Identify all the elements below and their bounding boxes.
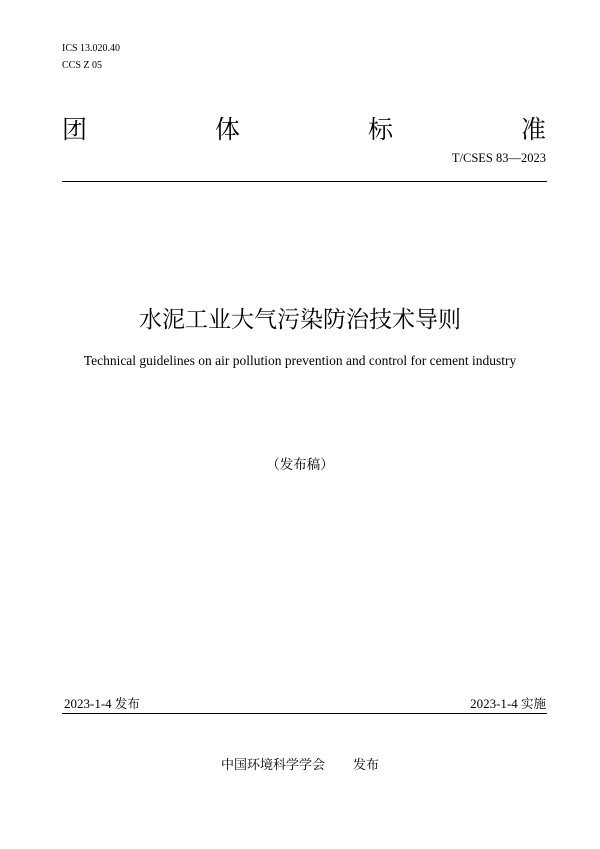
implementation-date-label: 实施	[520, 696, 546, 711]
issue-date-value: 2023-1-4	[64, 696, 112, 711]
top-divider	[62, 181, 547, 182]
issue-date-label: 发布	[114, 696, 140, 711]
ccs-code: CCS Z 05	[62, 60, 103, 71]
document-status: （发布稿）	[266, 457, 334, 473]
document-title-english: Technical guidelines on air pollution prevention and control for cement industry	[83, 353, 517, 368]
standard-type-char-4: 准	[520, 115, 546, 144]
standard-type-char-3: 标	[367, 115, 393, 144]
standard-type-char-2: 体	[214, 115, 240, 144]
standard-type-char-1: 团	[62, 115, 88, 144]
issue-date	[64, 696, 140, 712]
bottom-divider	[62, 713, 547, 714]
publisher-name: 中国环境科学学会	[220, 758, 325, 773]
implementation-date-value: 2023-1-4	[470, 696, 518, 711]
document-title-chinese: 水泥工业大气污染防治技术导则	[139, 307, 461, 333]
publisher-line	[0, 758, 600, 774]
standard-type-heading	[62, 115, 546, 145]
standard-number: T/CSES 83—2023	[451, 151, 546, 165]
ics-code: ICS 13.020.40	[62, 43, 121, 54]
implementation-date	[470, 696, 546, 712]
publisher-action: 发布	[353, 758, 380, 773]
